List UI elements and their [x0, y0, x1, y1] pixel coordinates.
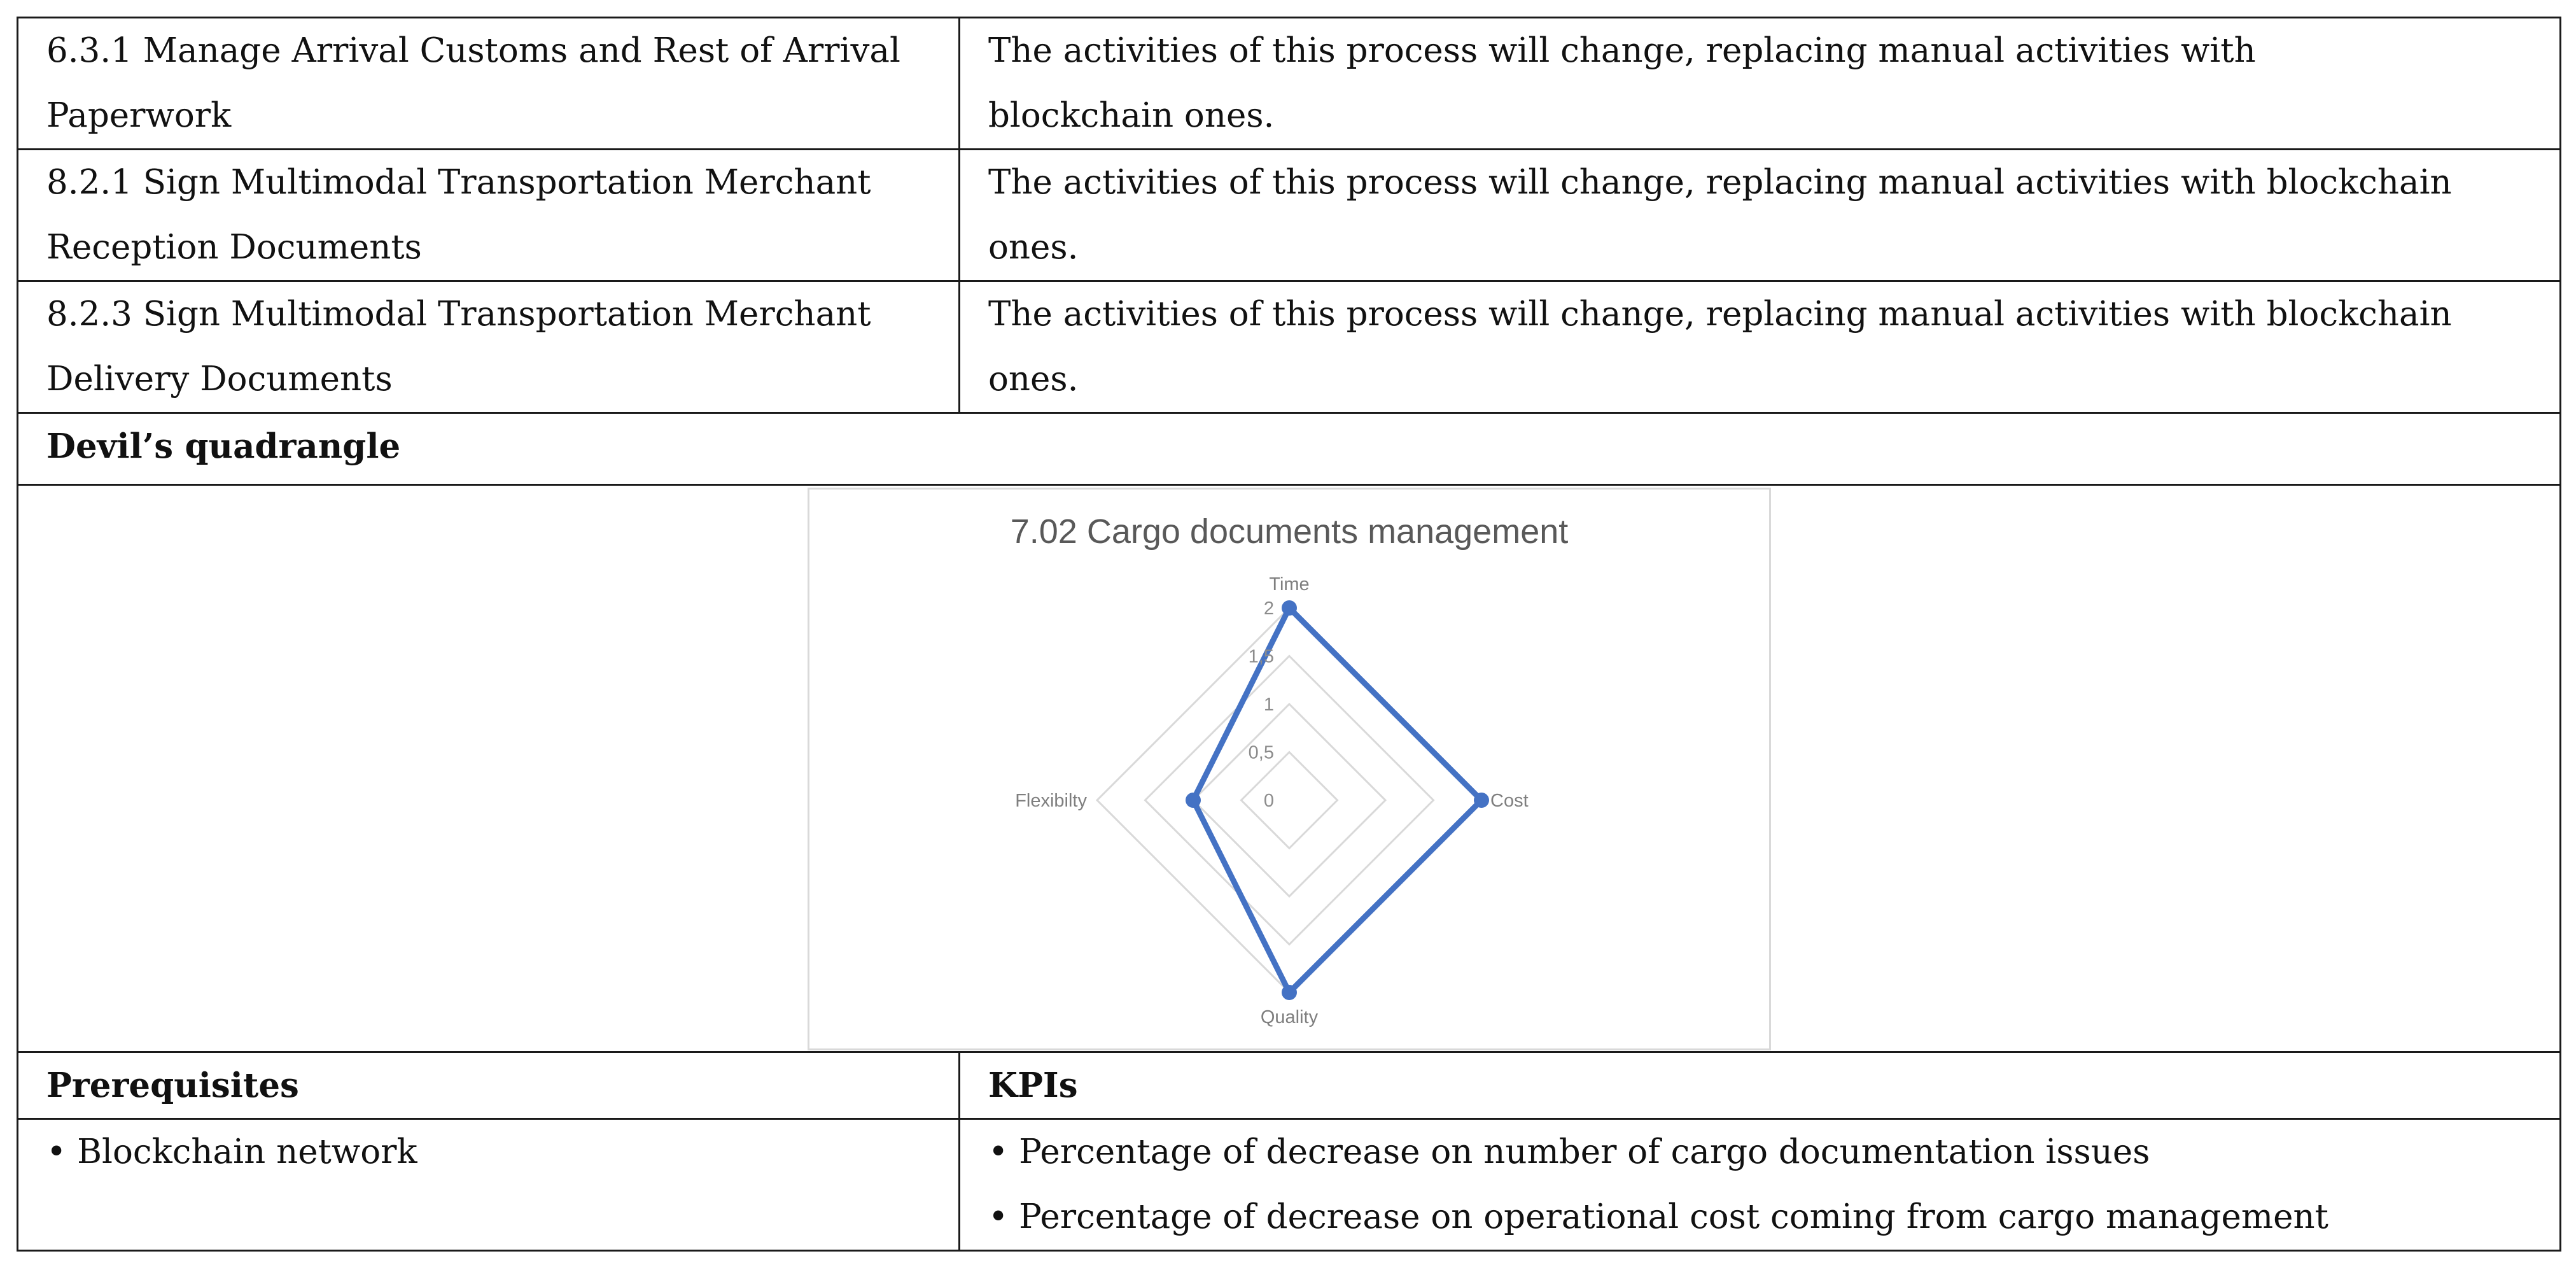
axis-label: Time — [1269, 574, 1310, 595]
table-row — [18, 413, 2561, 485]
kpis-list — [960, 1119, 2561, 1251]
table-row — [18, 485, 2561, 1052]
axis-label: Flexibilty — [1015, 791, 1087, 811]
tick-label: 1,5 — [1248, 646, 1274, 667]
grid-ring — [1097, 608, 1481, 992]
prerequisites-heading: Prerequisites — [18, 1052, 960, 1119]
devils-quadrangle-heading: Devil’s quadrangle — [18, 413, 2561, 485]
grid-ring — [1193, 704, 1385, 896]
chart-cell — [18, 485, 2561, 1052]
radar-chart-svg — [809, 490, 1769, 1048]
data-point — [1282, 985, 1297, 1000]
process-change-text: The activities of this process will change, replacing manual activities with blockchain ones. — [988, 31, 2256, 135]
table-row — [18, 1119, 2561, 1251]
axis-label: Cost — [1490, 791, 1529, 811]
table-row — [18, 18, 2561, 150]
kpis-heading: KPIs — [960, 1052, 2561, 1119]
kpi-item: • Percentage of decrease on operational cost coming from cargo management — [988, 1197, 2328, 1236]
process-change: The activities of this process will change, replacing manual activities with blockchain ones. — [960, 150, 2561, 281]
prerequisite-item: • Blockchain network — [46, 1132, 417, 1171]
table-row — [18, 281, 2561, 413]
process-change: The activities of this process will change, replacing manual activities with blockchain ones. — [960, 281, 2561, 413]
axis-label: Quality — [1260, 1007, 1319, 1027]
process-name: 8.2.3 Sign Multimodal Transportation Merchant Delivery Documents — [18, 281, 960, 413]
data-point — [1474, 793, 1489, 808]
process-change — [960, 18, 2561, 150]
chart-title: 7.02 Cargo documents management — [1010, 512, 1569, 551]
data-point — [1282, 600, 1297, 616]
kpi-item: • Percentage of decrease on number of cargo documentation issues — [988, 1132, 2150, 1171]
process-table — [17, 17, 2561, 1252]
tick-label: 1 — [1263, 695, 1274, 715]
grid-ring — [1242, 752, 1338, 849]
tick-label: 0,5 — [1248, 742, 1274, 763]
tick-label: 2 — [1263, 598, 1274, 619]
process-name: 8.2.1 Sign Multimodal Transportation Merchant Reception Documents — [18, 150, 960, 281]
process-name: 6.3.1 Manage Arrival Customs and Rest of Arrival Paperwork — [18, 18, 960, 150]
data-point — [1186, 793, 1201, 808]
radar-chart — [808, 488, 1771, 1050]
tick-label: 0 — [1263, 791, 1274, 811]
table-row — [18, 1052, 2561, 1119]
table-row — [18, 150, 2561, 281]
prerequisites-list — [18, 1119, 960, 1251]
